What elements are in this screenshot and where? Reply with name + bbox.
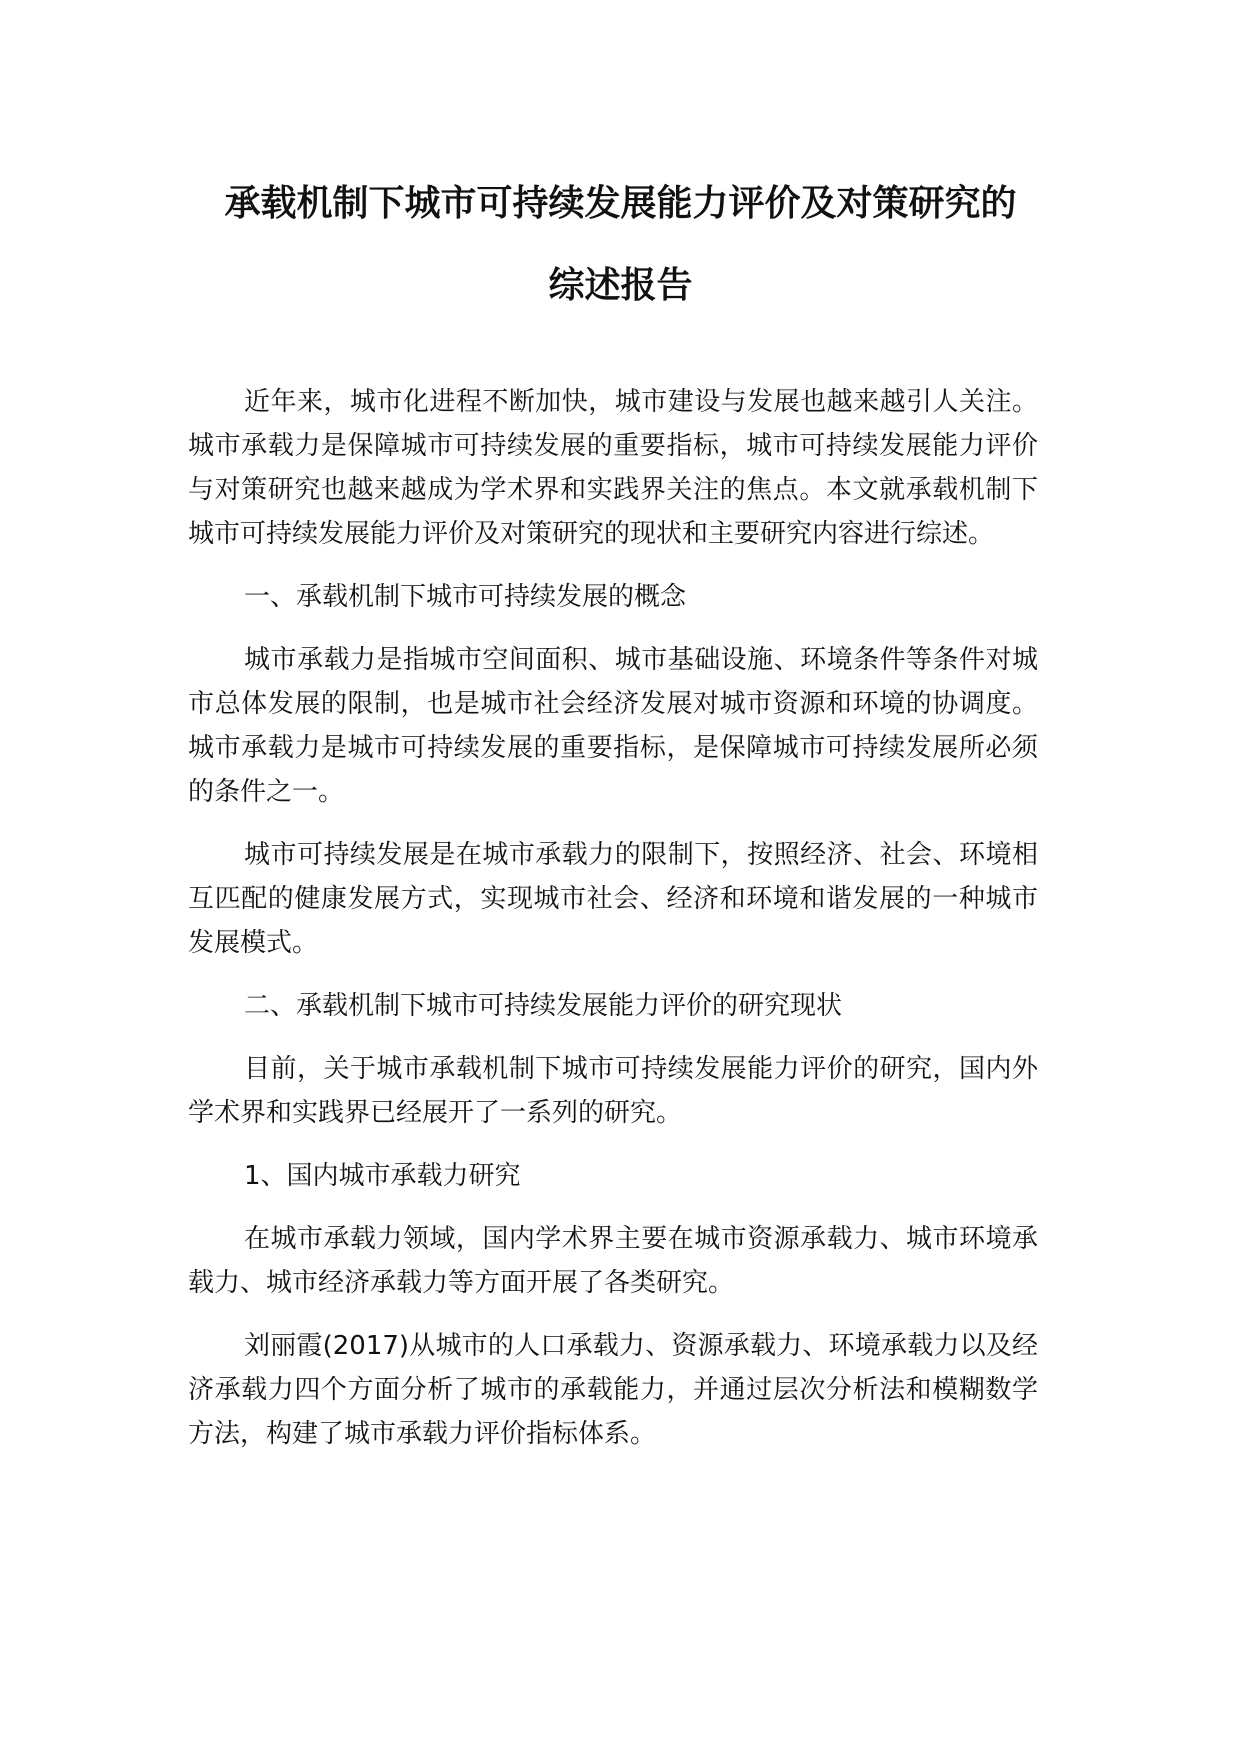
- subsection-heading-1: 1、国内城市承载力研究: [244, 1161, 521, 1191]
- document-title-line-1: 承载机制下城市可持续发展能力评价及对策研究的: [224, 183, 1017, 224]
- paragraph-carrying-capacity-definition: 城市承载力是指城市空间面积、城市基础设施、环境条件等条件对城市总体发展的限制，也是城市社会经济发展对城市资源和环境的协调度。城市承载力是城市可持续发展的重要指标，是保障城市可持续发展所必须的条件之一。: [188, 645, 1038, 807]
- document-title-line-2: 综述报告: [548, 265, 693, 306]
- section-heading-2: 二、承载机制下城市可持续发展能力评价的研究现状: [244, 991, 843, 1021]
- paragraph-research-status: 目前，关于城市承载机制下城市可持续发展能力评价的研究，国内外学术界和实践界已经展开了一系列的研究。: [188, 1054, 1038, 1128]
- section-heading-1: 一、承载机制下城市可持续发展的概念: [244, 582, 687, 612]
- paragraph-sustainable-development-definition: 城市可持续发展是在城市承载力的限制下，按照经济、社会、环境相互匹配的健康发展方式，实现城市社会、经济和环境和谐发展的一种城市发展模式。: [188, 840, 1038, 958]
- paragraph-domestic-research: 在城市承载力领域，国内学术界主要在城市资源承载力、城市环境承载力、城市经济承载力等方面开展了各类研究。: [188, 1224, 1038, 1298]
- document-body: [188, 380, 1038, 1475]
- paragraph-liu-lixia: 刘丽霞(2017)从城市的人口承载力、资源承载力、环境承载力以及经济承载力四个方面分析了城市的承载能力，并通过层次分析法和模糊数学方法，构建了城市承载力评价指标体系。: [188, 1331, 1038, 1449]
- intro-paragraph: 近年来，城市化进程不断加快，城市建设与发展也越来越引人关注。城市承载力是保障城市可持续发展的重要指标，城市可持续发展能力评价与对策研究也越来越成为学术界和实践界关注的焦点。本文就承载机制下城市可持续发展能力评价及对策研究的现状和主要研究内容进行综述。: [188, 387, 1038, 549]
